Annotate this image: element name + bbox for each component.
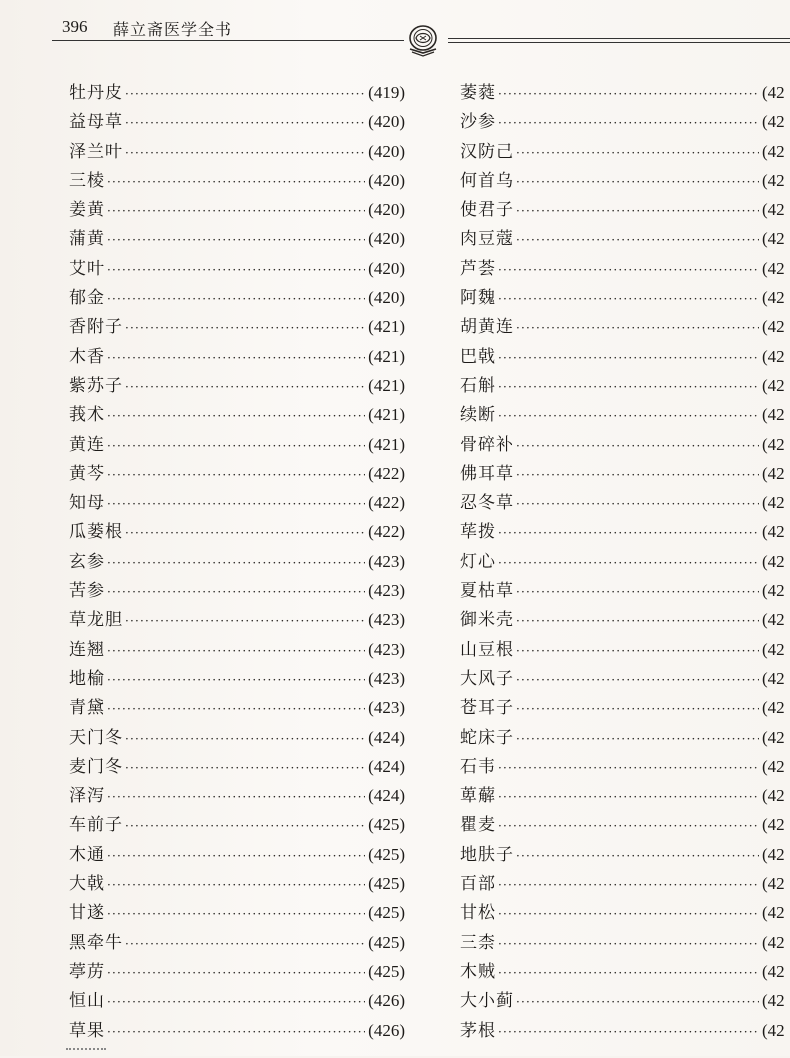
toc-entry-name: 郁金 xyxy=(69,288,105,309)
toc-entry xyxy=(69,928,405,957)
dot-leader xyxy=(107,175,365,189)
toc-entry-page: (425) xyxy=(368,844,405,864)
toc-entry xyxy=(69,254,405,283)
toc-column-right xyxy=(460,78,790,1045)
dot-leader xyxy=(498,878,759,892)
toc-entry-name: 萎蕤 xyxy=(460,83,496,103)
toc-entry xyxy=(69,488,405,517)
dot-leader xyxy=(516,439,759,453)
dot-leader xyxy=(107,292,365,306)
toc-entry-page: (42 xyxy=(762,581,785,601)
dot-leader xyxy=(498,87,759,101)
toc-entry-page: (424) xyxy=(368,786,405,806)
toc-entry xyxy=(69,137,405,166)
toc-entry-page: (421) xyxy=(368,375,405,395)
header-rule-right-top xyxy=(448,38,790,39)
toc-entry xyxy=(460,283,790,312)
dot-leader xyxy=(516,644,759,658)
dot-leader xyxy=(107,585,365,599)
toc-entry-page: (425) xyxy=(368,961,405,981)
toc-entry-page: (420) xyxy=(368,258,405,278)
dot-leader xyxy=(107,1025,365,1039)
toc-entry-name: 知母 xyxy=(69,493,105,514)
publisher-emblem-icon xyxy=(404,23,442,57)
dot-leader xyxy=(498,937,759,951)
toc-entry xyxy=(460,576,790,605)
dot-leader xyxy=(125,321,365,335)
toc-entry-name: 木贼 xyxy=(460,961,496,982)
toc-entry-name: 草果 xyxy=(69,1020,105,1041)
toc-entry-name: 车前子 xyxy=(69,815,123,836)
toc-entry-page: (42 xyxy=(762,610,785,630)
dot-leader xyxy=(498,761,759,775)
toc-entry xyxy=(460,312,790,341)
dot-leader xyxy=(107,556,365,570)
toc-entry xyxy=(69,459,405,488)
toc-entry xyxy=(69,430,405,459)
dot-leader xyxy=(516,146,759,160)
toc-entry-page: (42 xyxy=(762,961,785,981)
toc-entry xyxy=(460,137,790,166)
toc-entry xyxy=(69,898,405,927)
toc-entry xyxy=(69,840,405,869)
toc-entry-name: 百部 xyxy=(460,874,496,895)
toc-entry-page: (420) xyxy=(368,229,405,249)
toc-entry-name: 大风子 xyxy=(460,668,514,689)
toc-entry-page: (420) xyxy=(368,112,405,132)
dot-leader xyxy=(498,907,759,921)
toc-entry-name: 麦门冬 xyxy=(69,756,123,777)
toc-entry-name: 大戟 xyxy=(69,874,105,895)
toc-entry-name: 泽泻 xyxy=(69,786,105,807)
toc-entry-name: 恒山 xyxy=(69,991,105,1012)
dot-leader xyxy=(107,233,365,247)
toc-entry xyxy=(460,224,790,253)
toc-entry-name: 黄芩 xyxy=(69,463,105,484)
toc-entry xyxy=(69,693,405,722)
toc-entry-page: (42 xyxy=(762,200,785,220)
toc-entry-page: (425) xyxy=(368,815,405,835)
toc-entry-page: (42 xyxy=(762,668,785,688)
toc-entry xyxy=(69,752,405,781)
dot-leader xyxy=(516,732,759,746)
toc-entry xyxy=(460,986,790,1015)
dot-leader xyxy=(107,966,365,980)
dot-leader xyxy=(125,614,365,628)
toc-entry-page: (420) xyxy=(368,200,405,220)
toc-entry-name: 何首乌 xyxy=(460,170,514,191)
toc-entry xyxy=(460,664,790,693)
toc-entry-page: (42 xyxy=(762,112,785,132)
toc-entry-page: (420) xyxy=(368,288,405,308)
header-rule-right-bottom xyxy=(448,42,790,43)
toc-entry xyxy=(69,576,405,605)
toc-entry-name: 夏枯草 xyxy=(460,581,514,602)
toc-entry-page: (426) xyxy=(368,1020,405,1040)
toc-entry-page: (423) xyxy=(368,639,405,659)
toc-entry-name: 姜黄 xyxy=(69,200,105,221)
toc-entry-page: (423) xyxy=(368,551,405,571)
toc-entry-name: 紫苏子 xyxy=(69,375,123,396)
dot-leader xyxy=(516,233,759,247)
toc-entry xyxy=(460,957,790,986)
toc-entry xyxy=(69,781,405,810)
toc-entry-name: 茅根 xyxy=(460,1020,496,1041)
toc-entry-name: 苦参 xyxy=(69,581,105,602)
toc-entry-name: 甘遂 xyxy=(69,903,105,924)
dot-leader xyxy=(107,497,365,511)
toc-entry-page: (42 xyxy=(762,756,785,776)
toc-entry-page: (42 xyxy=(762,170,785,190)
toc-entry-page: (42 xyxy=(762,903,785,923)
toc-entry-name: 牡丹皮 xyxy=(69,83,123,103)
toc-entry-name: 葶苈 xyxy=(69,961,105,982)
toc-entry xyxy=(69,723,405,752)
toc-entry-name: 玄参 xyxy=(69,551,105,572)
dot-leader xyxy=(107,204,365,218)
toc-entry-name: 木香 xyxy=(69,346,105,367)
dot-leader xyxy=(498,116,759,130)
toc-entry-page: (42 xyxy=(762,288,785,308)
dot-leader xyxy=(516,614,759,628)
toc-entry xyxy=(460,928,790,957)
dot-leader xyxy=(498,819,759,833)
dot-leader xyxy=(516,204,759,218)
book-title: 薛立斋医学全书 xyxy=(113,20,233,39)
toc-entry-name: 阿魏 xyxy=(460,288,496,309)
toc-entry-page: (421) xyxy=(368,405,405,425)
toc-entry xyxy=(69,224,405,253)
toc-entry xyxy=(69,635,405,664)
toc-entry xyxy=(460,342,790,371)
toc-entry-page: (42 xyxy=(762,375,785,395)
toc-entry-page: (42 xyxy=(762,844,785,864)
toc-entry xyxy=(460,166,790,195)
toc-entry-name: 艾叶 xyxy=(69,258,105,279)
toc-column-left xyxy=(69,78,405,1045)
dot-leader xyxy=(107,849,365,863)
toc-entry-name: 瓜蒌根 xyxy=(69,522,123,543)
dot-leader xyxy=(498,1025,759,1039)
toc-entry xyxy=(460,810,790,839)
toc-entry-name: 甘松 xyxy=(460,903,496,924)
toc-entry xyxy=(69,195,405,224)
toc-entry xyxy=(460,459,790,488)
toc-entry-page: (42 xyxy=(762,258,785,278)
toc-entry xyxy=(460,752,790,781)
toc-entry xyxy=(460,430,790,459)
toc-entry xyxy=(460,78,790,107)
toc-entry-page: (423) xyxy=(368,668,405,688)
toc-entry-name: 使君子 xyxy=(460,200,514,221)
toc-entry xyxy=(460,1016,790,1045)
toc-entry-page: (42 xyxy=(762,932,785,952)
dot-leader xyxy=(125,819,365,833)
dot-leader xyxy=(107,468,365,482)
toc-entry xyxy=(69,371,405,400)
toc-entry-name: 沙参 xyxy=(460,112,496,133)
dot-leader xyxy=(125,761,365,775)
toc-entry-page: (421) xyxy=(368,317,405,337)
toc-entry xyxy=(460,869,790,898)
dot-leader xyxy=(516,468,759,482)
toc-entry-page: (425) xyxy=(368,903,405,923)
toc-entry-name: 肉豆蔻 xyxy=(460,229,514,250)
dot-leader xyxy=(107,702,365,716)
toc-entry-name: 汉防己 xyxy=(460,141,514,162)
toc-entry-page: (42 xyxy=(762,698,785,718)
dot-leader xyxy=(498,263,759,277)
dot-leader xyxy=(498,556,759,570)
toc-entry-name: 木通 xyxy=(69,844,105,865)
toc-entry-page: (421) xyxy=(368,434,405,454)
toc-entry-page: (422) xyxy=(368,522,405,542)
dot-leader xyxy=(516,849,759,863)
toc-entry xyxy=(69,342,405,371)
dot-leader xyxy=(107,673,365,687)
dot-leader xyxy=(107,409,365,423)
toc-entry-page: (42 xyxy=(762,551,785,571)
toc-entry xyxy=(460,547,790,576)
toc-entry-name: 青黛 xyxy=(69,698,105,719)
toc-entry xyxy=(460,517,790,546)
toc-entry xyxy=(69,166,405,195)
toc-entry-name: 草龙胆 xyxy=(69,610,123,631)
toc-entry-page: (42 xyxy=(762,493,785,513)
dot-leader xyxy=(107,907,365,921)
toc-entry xyxy=(69,107,405,136)
toc-entry-page: (419) xyxy=(368,83,405,102)
toc-entry-name: 黄连 xyxy=(69,434,105,455)
toc-entry xyxy=(460,635,790,664)
dot-leader xyxy=(498,292,759,306)
dot-leader xyxy=(516,702,759,716)
toc-entry-name: 蒲黄 xyxy=(69,229,105,250)
toc-entry-page: (426) xyxy=(368,991,405,1011)
dot-leader xyxy=(125,146,365,160)
dot-leader xyxy=(498,790,759,804)
toc-entry-page: (42 xyxy=(762,317,785,337)
dot-leader xyxy=(516,585,759,599)
dot-leader xyxy=(498,351,759,365)
toc-entry-name: 三柰 xyxy=(460,932,496,953)
toc-entry-name: 苍耳子 xyxy=(460,698,514,719)
toc-entry-page: (42 xyxy=(762,639,785,659)
toc-entry-name: 大小蓟 xyxy=(460,991,514,1012)
toc-entry-name: 灯心 xyxy=(460,551,496,572)
dot-leader xyxy=(516,321,759,335)
toc-entry-page: (42 xyxy=(762,405,785,425)
toc-entry-name: 骨碎补 xyxy=(460,434,514,455)
dot-leader xyxy=(107,351,365,365)
toc-entry-name: 三棱 xyxy=(69,170,105,191)
toc-entry xyxy=(69,312,405,341)
toc-entry-name: 地肤子 xyxy=(460,844,514,865)
toc-entry-page: (420) xyxy=(368,170,405,190)
toc-entry-page: (424) xyxy=(368,727,405,747)
toc-entry-name: 地榆 xyxy=(69,668,105,689)
toc-entry-page: (42 xyxy=(762,991,785,1011)
page-number: 396 xyxy=(62,17,88,36)
toc-entry xyxy=(69,869,405,898)
dot-leader xyxy=(498,966,759,980)
toc-entry-page: (425) xyxy=(368,874,405,894)
toc-entry-page: (423) xyxy=(368,610,405,630)
toc-entry-page: (422) xyxy=(368,493,405,513)
toc-entry-name: 荜拨 xyxy=(460,522,496,543)
dot-leader xyxy=(498,409,759,423)
dot-leader xyxy=(498,526,759,540)
toc-entry-page: (42 xyxy=(762,346,785,366)
toc-entry-page: (42 xyxy=(762,1020,785,1040)
header-rule-left xyxy=(52,40,404,41)
dot-leader xyxy=(498,380,759,394)
toc-entry-name: 黑牵牛 xyxy=(69,932,123,953)
toc-entry-page: (421) xyxy=(368,346,405,366)
toc-entry-page: (42 xyxy=(762,463,785,483)
toc-entry-name: 香附子 xyxy=(69,317,123,338)
toc-entry-name: 御米壳 xyxy=(460,610,514,631)
toc-entry xyxy=(69,605,405,634)
dot-leader xyxy=(107,263,365,277)
toc-entry-page: (423) xyxy=(368,698,405,718)
dot-leader xyxy=(125,732,365,746)
toc-entry-name: 石韦 xyxy=(460,756,496,777)
dot-leader xyxy=(107,995,365,1009)
dot-leader xyxy=(107,439,365,453)
toc-entry-page: (42 xyxy=(762,522,785,542)
toc-entry-page: (422) xyxy=(368,463,405,483)
toc-entry-page: (42 xyxy=(762,141,785,161)
toc-entry-name: 巴戟 xyxy=(460,346,496,367)
toc-entry xyxy=(69,664,405,693)
dot-leader xyxy=(516,497,759,511)
toc-entry-name: 益母草 xyxy=(69,112,123,133)
toc-entry-page: (425) xyxy=(368,932,405,952)
dot-leader xyxy=(516,175,759,189)
dot-leader xyxy=(125,380,365,394)
dot-leader xyxy=(516,995,759,1009)
toc-entry-name: 瞿麦 xyxy=(460,815,496,836)
toc-entry xyxy=(460,107,790,136)
dot-leader xyxy=(125,116,365,130)
toc-entry-name: 山豆根 xyxy=(460,639,514,660)
toc-entry-name: 连翘 xyxy=(69,639,105,660)
toc-entry xyxy=(460,723,790,752)
toc-entry-page: (42 xyxy=(762,83,785,102)
toc-entry-name: 萆薢 xyxy=(460,786,496,807)
toc-entry xyxy=(460,195,790,224)
toc-entry xyxy=(460,840,790,869)
toc-entry-page: (42 xyxy=(762,727,785,747)
toc-entry xyxy=(69,1016,405,1045)
toc-entry-page: (420) xyxy=(368,141,405,161)
toc-entry xyxy=(460,693,790,722)
toc-entry-page: (42 xyxy=(762,815,785,835)
toc-entry-name: 泽兰叶 xyxy=(69,141,123,162)
toc-entry xyxy=(460,781,790,810)
toc-entry-page: (42 xyxy=(762,434,785,454)
toc-entry-name: 忍冬草 xyxy=(460,493,514,514)
toc-entry-name: 天门冬 xyxy=(69,727,123,748)
toc-entry-name: 胡黄连 xyxy=(460,317,514,338)
toc-entry xyxy=(460,254,790,283)
toc-entry-name: 芦荟 xyxy=(460,258,496,279)
toc-entry-name: 续断 xyxy=(460,405,496,426)
dot-leader xyxy=(125,526,365,540)
toc-entry xyxy=(69,547,405,576)
toc-entry xyxy=(460,371,790,400)
toc-entry xyxy=(460,605,790,634)
toc-entry-page: (42 xyxy=(762,786,785,806)
toc-entry-page: (424) xyxy=(368,756,405,776)
dot-leader xyxy=(107,644,365,658)
toc-entry-name: 蛇床子 xyxy=(460,727,514,748)
toc-entry xyxy=(69,283,405,312)
dot-leader xyxy=(107,790,365,804)
toc-entry xyxy=(69,986,405,1015)
toc-entry-name: 石斛 xyxy=(460,375,496,396)
toc-entry xyxy=(69,400,405,429)
toc-entry-page: (42 xyxy=(762,229,785,249)
toc-entry xyxy=(460,898,790,927)
dot-leader xyxy=(125,937,365,951)
dot-leader xyxy=(516,673,759,687)
toc-entry xyxy=(69,810,405,839)
toc-entry xyxy=(460,400,790,429)
toc-entry-page: (42 xyxy=(762,874,785,894)
cut-off-next-entry xyxy=(66,1048,106,1058)
toc-entry xyxy=(69,957,405,986)
dot-leader xyxy=(107,878,365,892)
toc-entry-name: 莪术 xyxy=(69,405,105,426)
dot-leader xyxy=(125,87,365,101)
toc-entry xyxy=(69,78,405,107)
toc-entry xyxy=(460,488,790,517)
toc-entry xyxy=(69,517,405,546)
toc-entry-name: 佛耳草 xyxy=(460,463,514,484)
toc-entry-page: (423) xyxy=(368,581,405,601)
